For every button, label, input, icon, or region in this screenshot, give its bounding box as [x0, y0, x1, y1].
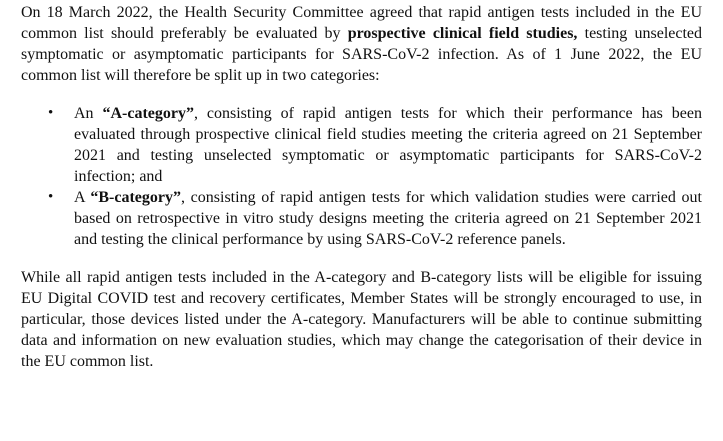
- bullet-icon: •: [48, 105, 54, 121]
- bullet-icon: •: [48, 189, 54, 205]
- bullet-category-name: “A-category”: [102, 105, 194, 122]
- category-list: [21, 103, 702, 250]
- bullet-lead: An: [74, 105, 103, 122]
- bullet-lead: A: [74, 189, 91, 206]
- intro-text-before: On 18 March 2022, the Health Security Committee agreed that rapid antigen tests included in the EU common list should preferably be evaluated by: [21, 4, 702, 42]
- intro-text-after: testing unselected symptomatic or asymptomatic participants for SARS-CoV-2 infection. As of 1 June 2022, the EU common list will therefore be split up in two categories:: [21, 25, 703, 84]
- bullet-category-name: “B-category”: [90, 189, 181, 206]
- intro-paragraph: [21, 2, 702, 86]
- closing-paragraph: While all rapid antigen tests included in the A-category and B-category lists will be eligible for issuing EU Digital COVID test and recovery certificates, Member States will be strongly encouraged to use, in particular, those devices listed under the A-category. Manufacturers will be able to continue submitting data and information on new evaluation studies, which may change the categorisation of their device in the EU common list.: [21, 269, 702, 370]
- intro-bold-phrase: prospective clinical field studies,: [347, 25, 578, 42]
- bullet-description: , consisting of rapid antigen tests for which validation studies were carried out based on retrospective in vitro study designs meeting the criteria agreed on 21 September 2021 and testing the clinical performance by using SARS-CoV-2 reference panels.: [74, 189, 702, 248]
- document-body: [21, 2, 702, 372]
- list-item-b-category: [21, 187, 702, 250]
- bullet-description: , consisting of rapid antigen tests for which their performance has been evaluated through prospective clinical field studies meeting the criteria agreed on 21 September 2021 and testing unselected symptomatic or asymptomatic participants for SARS-CoV-2 infection; and: [74, 105, 703, 185]
- list-item-a-category: [21, 103, 702, 187]
